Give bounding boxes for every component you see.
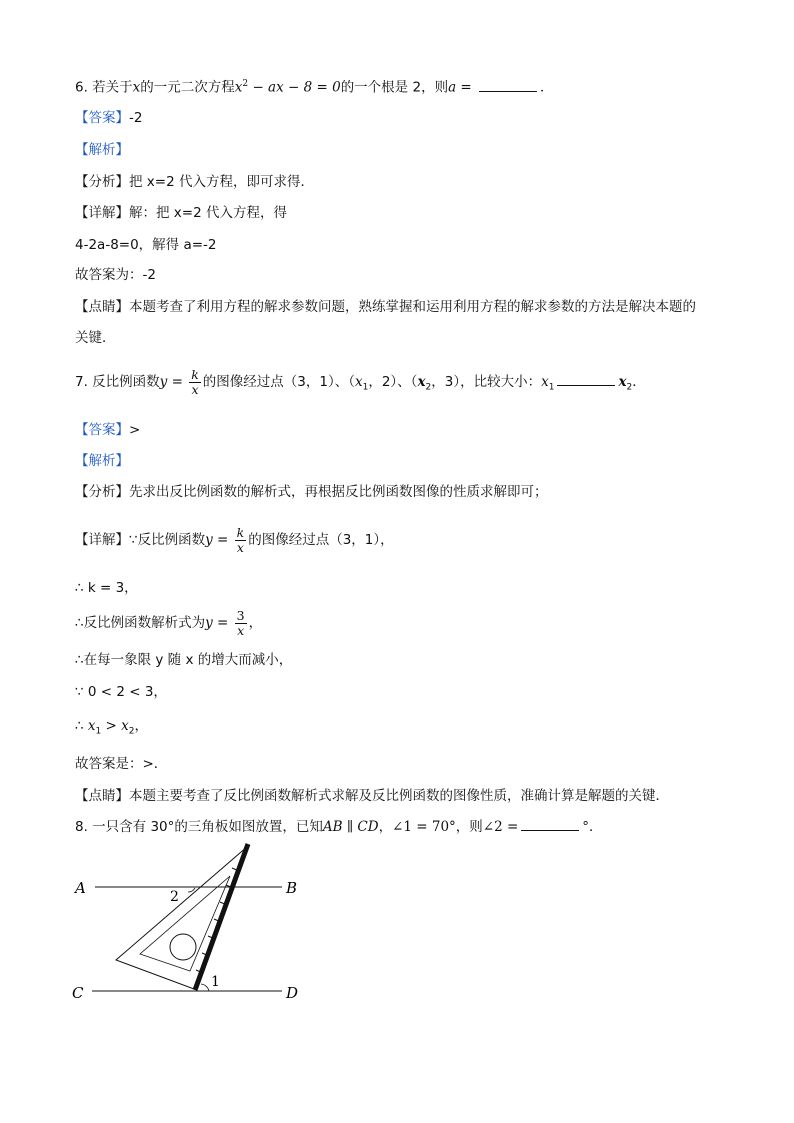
- q6-comment: [75, 297, 696, 317]
- q7-step5-pre: ∴: [75, 718, 88, 734]
- angle2-arc: [188, 888, 195, 892]
- q7-comment-text: 本题主要考查了反比例函数解析式求解及反比例函数的图像性质，准确计算是解题的关键．: [129, 788, 669, 804]
- q6-line2: 故答案为：-2: [75, 267, 156, 283]
- q6-analysis: [75, 140, 129, 160]
- q7-step2-end: ，: [248, 615, 263, 631]
- q7-stem-mid3: ，3），比较大小：: [431, 374, 542, 390]
- q7-step4: ∵ 0 < 2 < 3，: [75, 684, 167, 700]
- q6-fenxi: [75, 172, 314, 192]
- q7-comment-tag: 【点睛】: [75, 788, 129, 804]
- q7-detail-fraction: [235, 526, 247, 555]
- q7-step5-x1: x: [87, 718, 96, 734]
- q7-step2-eq: =: [212, 615, 233, 631]
- q8-angle1: ，∠1 = 70°，则∠2 =: [378, 819, 519, 835]
- q6-fenxi-tag: 【分析】: [75, 174, 129, 190]
- label-b: B: [286, 879, 298, 897]
- q7-answer-blank[interactable]: [557, 372, 615, 386]
- q6-detail-text: 解：把 x=2 代入方程，得: [129, 205, 287, 221]
- label-1: 1: [211, 974, 220, 990]
- q7-step5-x1-sub: 1: [95, 726, 102, 737]
- q7-answer-tag: 【答案】: [75, 422, 129, 438]
- q7-cmp-x2-sub: 2: [626, 382, 633, 393]
- q8-stem: [75, 817, 603, 837]
- q7-stem-mid: 的图像经过点（3，1）、（: [202, 374, 355, 390]
- q7-step2-frac-den: x: [237, 622, 245, 638]
- q7-fenxi: [75, 482, 548, 502]
- q7-step5-end: ，: [134, 718, 149, 734]
- label-c: C: [72, 984, 84, 1002]
- q6-line1: 4-2a-8=0，解得 a=-2: [75, 237, 217, 253]
- q6-answer: [75, 108, 142, 128]
- q6-detail-tag: 【详解】: [75, 205, 129, 221]
- q7-detail-eq: =: [212, 532, 233, 548]
- q7-step5-x2: x: [121, 718, 129, 734]
- q8-parallel: AB ∥ CD: [322, 819, 379, 835]
- q7-detail: [75, 520, 394, 560]
- q7-detail-frac-den: x: [236, 539, 244, 555]
- q7-step5: [75, 716, 148, 742]
- q6-answer-tag: 【答案】: [75, 110, 129, 126]
- q7-fenxi-text: 先求出反比例函数的解析式，再根据反比例函数图像的性质求解即可；: [129, 484, 548, 500]
- label-d: D: [286, 984, 299, 1002]
- q7-step2: [75, 603, 262, 643]
- q8-stem-prefix: 8. 一只含有 30°的三角板如图放置，已知: [75, 819, 323, 835]
- q7-analysis-tag: 【解析】: [75, 453, 129, 469]
- q7-x1: x: [354, 374, 363, 390]
- q7-x2: x: [417, 374, 426, 390]
- q7-step2-frac-num: 3: [236, 607, 245, 623]
- q8-stem-end: °．: [582, 819, 603, 835]
- q6-answer-blank[interactable]: [479, 78, 537, 92]
- q7-stem-end: ．: [632, 374, 646, 390]
- q6-stem-mid1: 的一元二次方程: [140, 79, 235, 96]
- q7-detail-text2: 的图像经过点（3，1），: [248, 532, 394, 548]
- q7-step5-mid: >: [101, 718, 122, 734]
- q7-step6: 故答案是：>．: [75, 756, 168, 772]
- q7-detail-frac-num: k: [236, 524, 245, 540]
- q7-step2-y: y: [205, 615, 213, 631]
- q8-figure: [70, 838, 330, 1013]
- q7-detail-y: y: [205, 532, 213, 548]
- q7-stem-mid2: ，2）、（: [368, 374, 418, 390]
- q7-var-y: y: [159, 374, 168, 390]
- q7-frac-num: k: [191, 366, 199, 382]
- q6-comment-tag: 【点睛】: [75, 299, 129, 315]
- q7-fenxi-tag: 【分析】: [75, 484, 129, 500]
- q7-cmp-x2: x: [618, 374, 627, 390]
- q6-eq-exp: 2: [242, 79, 249, 89]
- q7-cmp-x1-sub: 1: [548, 382, 555, 393]
- q6-comment-text: 本题考查了利用方程的解求参数问题，熟练掌握和运用利用方程的解求参数的方法是解决本题的: [129, 299, 696, 315]
- q7-step5-x2-sub: 2: [128, 726, 135, 737]
- q6-eq-x: x: [234, 79, 243, 96]
- q6-answer-value: -2: [129, 110, 143, 126]
- q7-step2-fraction: [235, 609, 247, 638]
- q7-x2-sub: 2: [425, 382, 432, 393]
- q6-stem-end: ．: [540, 79, 554, 96]
- q7-frac-den: x: [191, 381, 199, 397]
- q6-analysis-tag: 【解析】: [75, 142, 129, 158]
- ruler-edge: [195, 844, 248, 990]
- q6-stem: [75, 74, 554, 98]
- q6-var-a: a: [448, 79, 457, 96]
- q7-fraction: [189, 368, 201, 397]
- q6-fenxi-text: 把 x=2 代入方程，即可求得．: [129, 174, 314, 190]
- q7-step1: ∴ k = 3，: [75, 580, 138, 596]
- q7-step3: ∴在每一象限 y 随 x 的增大而减小，: [75, 652, 293, 668]
- q7-stem: [75, 362, 646, 408]
- label-a: A: [75, 879, 86, 897]
- q7-detail-text1: ∵反比例函数: [129, 532, 206, 548]
- q6-stem-mid2: 的一个根是 2，则: [340, 79, 449, 96]
- q6-detail: [75, 203, 287, 223]
- q6-eq-sign: =: [456, 79, 477, 96]
- q7-cmp-x1: x: [541, 374, 549, 390]
- q7-answer-value: >: [129, 422, 141, 438]
- angle1-arc: [201, 984, 209, 991]
- q6-eq-rest: − ax − 8 = 0: [248, 79, 341, 96]
- q7-answer: [75, 420, 140, 440]
- q8-answer-blank[interactable]: [521, 817, 579, 831]
- q7-analysis: [75, 451, 129, 471]
- q6-var-x: x: [132, 79, 141, 96]
- q7-stem-prefix: 7. 反比例函数: [75, 374, 160, 390]
- ruler-hole: [170, 934, 196, 960]
- q7-eq-sign: =: [167, 374, 188, 390]
- q7-comment: [75, 786, 669, 806]
- label-2: 2: [170, 889, 179, 905]
- q7-step2-pre: ∴反比例函数解析式为: [75, 615, 206, 631]
- q7-x1-sub: 1: [362, 382, 369, 393]
- q7-detail-tag: 【详解】: [75, 532, 129, 548]
- q6-comment-cont: 关键．: [75, 330, 116, 346]
- q6-stem-prefix: 6. 若关于: [75, 79, 133, 96]
